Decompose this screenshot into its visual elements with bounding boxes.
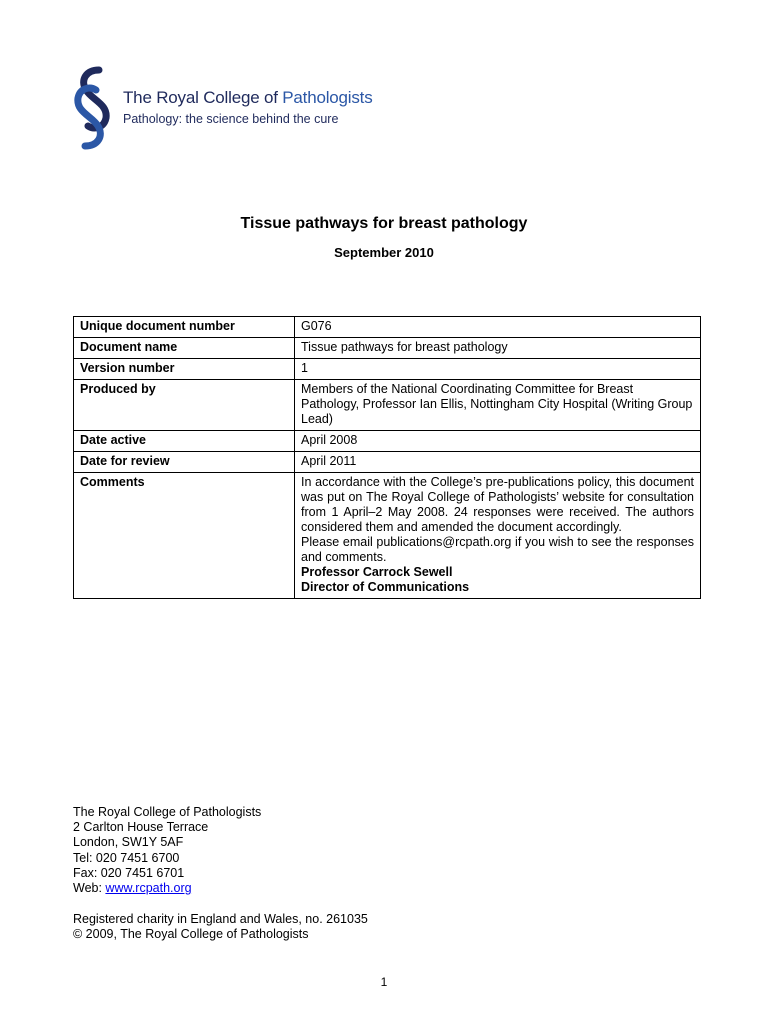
web-label: Web:	[73, 881, 106, 896]
comments-contact: Please email publications@rcpath.org if you wish to see the responses and comments.	[301, 535, 694, 564]
rcpath-logo	[70, 66, 400, 152]
row-key: Document name	[74, 338, 295, 359]
table-row	[74, 317, 701, 338]
section-symbol-icon	[70, 66, 114, 150]
table-row	[74, 338, 701, 359]
logo-name	[123, 88, 373, 108]
charity-notice	[73, 912, 368, 942]
website-link[interactable]: www.rcpath.org	[105, 881, 192, 896]
row-key: Version number	[74, 359, 295, 380]
row-value: G076	[295, 317, 701, 338]
row-key: Produced by	[74, 380, 295, 431]
comments-paragraph: In accordance with the College’s pre-publications policy, this document was put on The Royal College of Pathologists’ website for consultation from 1 April–2 May 2008. 24 responses were received. The authors considered them and amended the document accordingly.	[301, 475, 694, 534]
college-address	[73, 805, 261, 896]
signature-title: Director of Communications	[301, 580, 470, 594]
logo-tagline: Pathology: the science behind the cure	[123, 112, 339, 126]
table-row	[74, 359, 701, 380]
row-value: April 2011	[295, 452, 701, 473]
row-value: Members of the National Coordinating Committee for Breast Pathology, Professor Ian Ellis, Nottingham City Hospital (Writing Group Lead)	[295, 380, 701, 431]
page-number: 1	[380, 975, 388, 989]
address-tel: Tel: 020 7451 6700	[73, 850, 180, 865]
address-line: London, SW1Y 5AF	[73, 835, 184, 850]
address-org: The Royal College of Pathologists	[73, 805, 262, 819]
row-key: Date active	[74, 431, 295, 452]
document-metadata-table	[73, 316, 701, 599]
table-row	[74, 431, 701, 452]
charity-line: Registered charity in England and Wales, no. 261035	[73, 912, 368, 926]
address-web	[73, 881, 261, 896]
document-date: September 2010	[334, 245, 434, 260]
document-title: Tissue pathways for breast pathology	[240, 215, 528, 232]
row-value: Tissue pathways for breast pathology	[295, 338, 701, 359]
row-value: 1	[295, 359, 701, 380]
table-row-comments	[74, 473, 701, 599]
address-fax: Fax: 020 7451 6701	[73, 865, 185, 880]
row-value-comments	[295, 473, 701, 599]
table-row	[74, 452, 701, 473]
address-line: 2 Carlton House Terrace	[73, 820, 209, 835]
signature-name: Professor Carrock Sewell	[301, 565, 453, 579]
row-key: Unique document number	[74, 317, 295, 338]
logo-name-part2: Pathologists	[282, 88, 373, 107]
row-key: Date for review	[74, 452, 295, 473]
row-value: April 2008	[295, 431, 701, 452]
table-row	[74, 380, 701, 431]
row-key: Comments	[74, 473, 295, 599]
logo-name-part1: The Royal College of	[123, 88, 283, 107]
copyright-line: © 2009, The Royal College of Pathologists	[73, 927, 309, 942]
